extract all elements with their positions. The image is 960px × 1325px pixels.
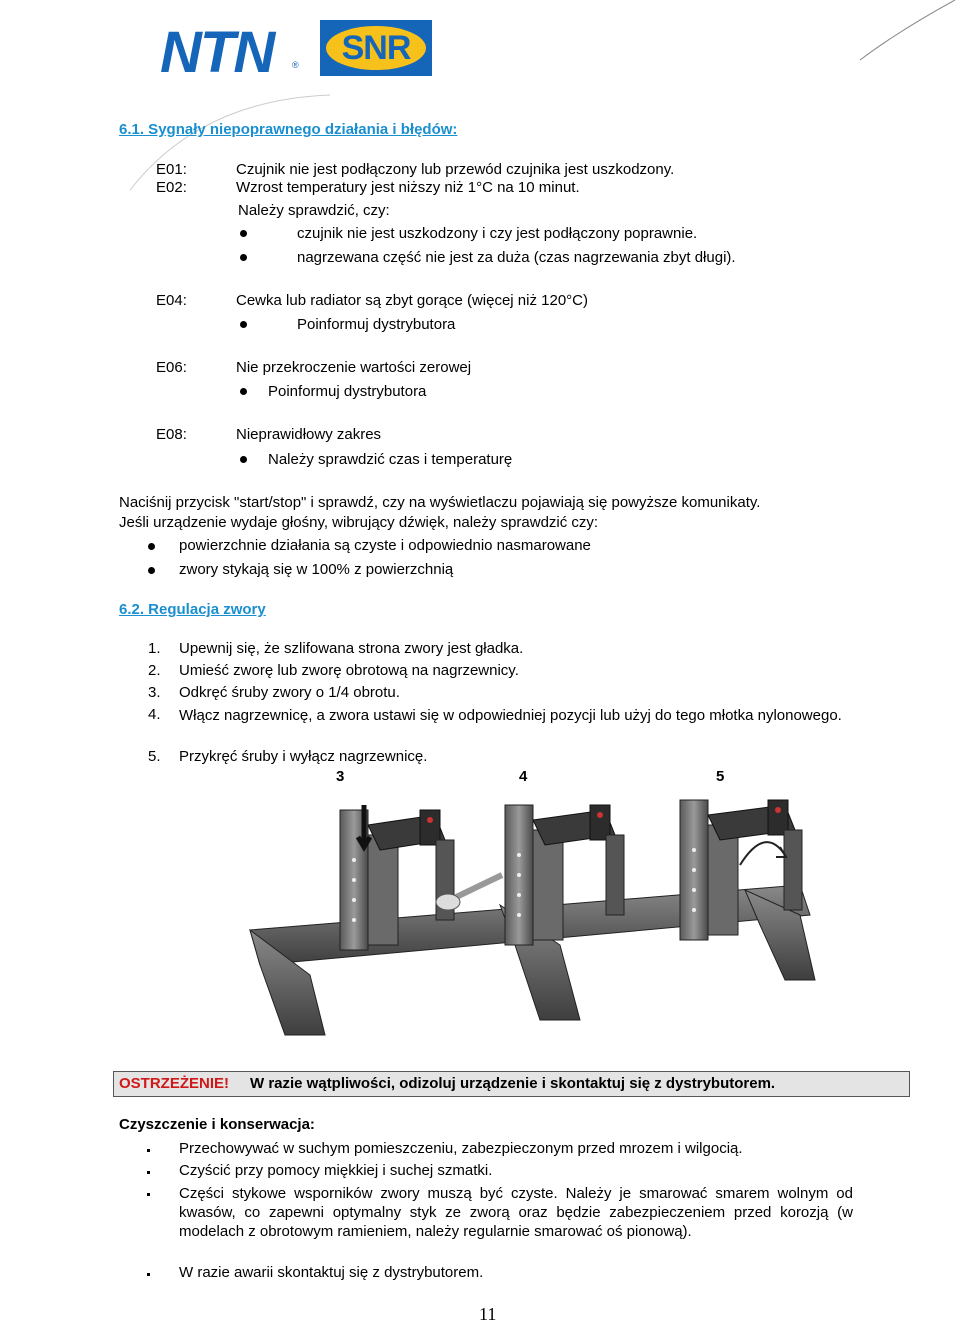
noise-bullet-2: zwory stykają się w 100% z powierzchnią: [179, 561, 454, 578]
step-4-number: 4.: [148, 706, 161, 723]
e04-bullet-1: Poinformuj dystrybutora: [297, 316, 456, 333]
e02-text: Wzrost temperatury jest niższy niż 1°C na 10 minut.: [236, 179, 580, 196]
figure-label-5: 5: [716, 768, 725, 785]
section-6-1-title: 6.1. Sygnały niepoprawnego działania i błędów:: [119, 121, 458, 138]
e06-bullet-1: Poinformuj dystrybutora: [268, 383, 427, 400]
step-2-text: Umieść zworę lub zworę obrotową na nagrzewnicy.: [179, 662, 519, 679]
bearing-heater-illustration: [240, 785, 820, 1050]
step-5-text: Przykręć śruby i wyłącz nagrzewnicę.: [179, 748, 428, 765]
press-instruction: Naciśnij przycisk "start/stop" i sprawdź, czy na wyświetlaczu pojawiają się powyższe komunikaty.: [119, 494, 761, 511]
page-number: 11: [479, 1304, 497, 1324]
dot-bullet-icon: [147, 1193, 150, 1196]
e06-text: Nie przekroczenie wartości zerowej: [236, 359, 472, 376]
e08-bullet-1: Należy sprawdzić czas i temperaturę: [268, 451, 513, 468]
dot-bullet-icon: [147, 1273, 150, 1276]
e06-code: E06:: [156, 359, 187, 376]
ntn-logo-text: NTN: [160, 20, 274, 85]
ntn-registered-mark: ®: [292, 60, 299, 70]
cleaning-item-4: W razie awarii skontaktuj się z dystrybutorem.: [179, 1264, 484, 1281]
e02-bullet-1: czujnik nie jest uszkodzony i czy jest podłączony poprawnie.: [297, 225, 698, 242]
bullet-icon: [240, 321, 247, 328]
figure-label-4: 4: [519, 768, 528, 785]
step-1-number: 1.: [148, 640, 161, 657]
cleaning-title: Czyszczenie i konserwacja:: [119, 1116, 315, 1133]
cleaning-item-1: Przechowywać w suchym pomieszczeniu, zabezpieczonym przed mrozem i wilgocią.: [179, 1140, 743, 1157]
warning-text: W razie wątpliwości, odizoluj urządzenie i skontaktuj się z dystrybutorem.: [250, 1075, 776, 1092]
bullet-icon: [148, 567, 155, 574]
e01-code: E01:: [156, 161, 187, 178]
e01-text: Czujnik nie jest podłączony lub przewód czujnika jest uszkodzony.: [236, 161, 675, 178]
e02-check-text: Należy sprawdzić, czy:: [238, 202, 390, 219]
e08-text: Nieprawidłowy zakres: [236, 426, 382, 443]
warning-box: [113, 1071, 910, 1097]
step-4-text: Włącz nagrzewnicę, a zwora ustawi się w odpowiedniej pozycji lub użyj do tego młotka nylonowego.: [179, 707, 842, 724]
e02-bullet-2: nagrzewana część nie jest za duża (czas nagrzewania zbyt długi).: [297, 249, 736, 266]
bullet-icon: [240, 456, 247, 463]
e04-code: E04:: [156, 292, 187, 309]
noise-instruction: Jeśli urządzenie wydaje głośny, wibrujący dźwięk, należy sprawdzić czy:: [119, 514, 599, 531]
e04-text: Cewka lub radiator są zbyt gorące (więcej niż 120°C): [236, 292, 588, 309]
e02-code: E02:: [156, 179, 187, 196]
noise-bullet-1: powierzchnie działania są czyste i odpowiednio nasmarowane: [179, 537, 591, 554]
step-5-number: 5.: [148, 748, 161, 765]
step-3-text: Odkręć śruby zwory o 1/4 obrotu.: [179, 684, 400, 701]
step-3-number: 3.: [148, 684, 161, 701]
e08-code: E08:: [156, 426, 187, 443]
cleaning-item-3: Części stykowe wsporników zwory muszą być czyste. Należy je smarować smarem wolnym od kwasów, co zapewni optymalny styk ze zworą oraz będzie zabezpieczeniem przed korozją (w modelach z obrotowym ramieniem, należy regularnie smarować oś pionową).: [179, 1185, 853, 1240]
warning-label: OSTRZEŻENIE!: [119, 1075, 230, 1092]
bullet-icon: [240, 388, 247, 395]
step-2-number: 2.: [148, 662, 161, 679]
bullet-icon: [240, 230, 247, 237]
snr-logo-text: SNR: [341, 29, 411, 67]
dot-bullet-icon: [147, 1171, 150, 1174]
dot-bullet-icon: [147, 1149, 150, 1152]
section-6-2-title: 6.2. Regulacja zwory: [119, 601, 266, 618]
bullet-icon: [148, 543, 155, 550]
cleaning-item-2: Czyścić przy pomocy miękkiej i suchej szmatki.: [179, 1162, 493, 1179]
figure-label-3: 3: [336, 768, 345, 785]
bullet-icon: [240, 254, 247, 261]
step-1-text: Upewnij się, że szlifowana strona zwory jest gładka.: [179, 640, 524, 657]
